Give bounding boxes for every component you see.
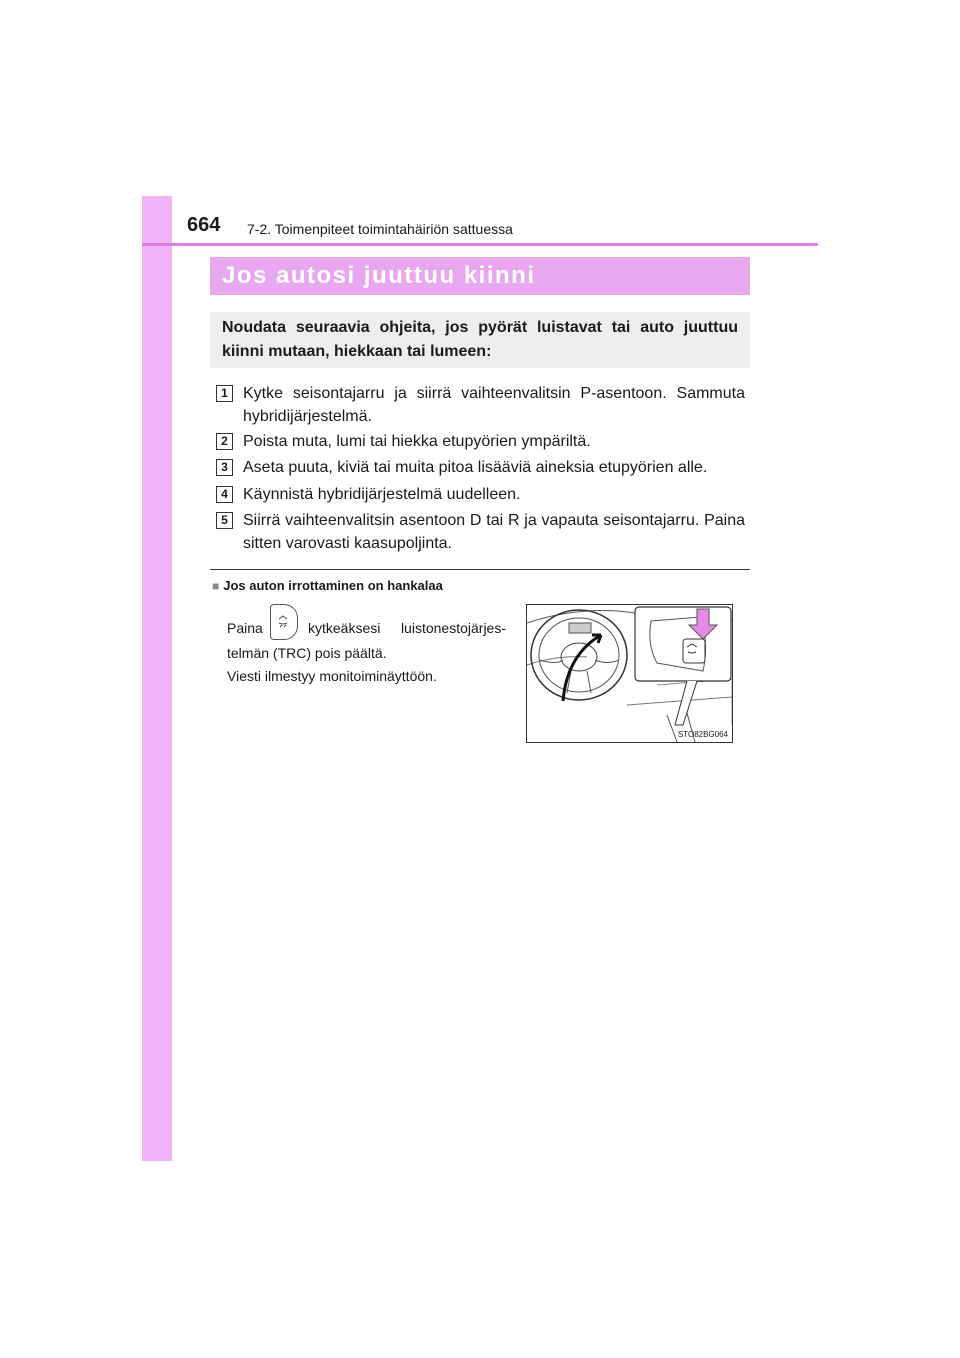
paina-label: Paina xyxy=(227,620,263,636)
chapter-title: 7-2. Toimenpiteet toimintahäiriön sattuessa xyxy=(247,221,513,237)
step-text: Käynnistä hybridijärjestelmä uudelleen. xyxy=(243,486,521,503)
square-bullet-icon: ■ xyxy=(212,579,220,593)
header-rule xyxy=(142,243,818,246)
dashboard-illustration xyxy=(526,604,733,743)
step-text: Kytke seisontajarru ja siirrä vaihteenvalitsin P-asentoon. Sammuta hybridijärjestelmä. xyxy=(243,385,745,425)
subsection-heading xyxy=(212,578,443,593)
side-band xyxy=(142,196,172,1161)
step-number: 5 xyxy=(216,512,233,529)
step-text: Siirrä vaihteenvalitsin asentoon D tai R ja vapauta seisontajarru. Paina sitten varovasti kaasupoljinta. xyxy=(243,512,745,552)
trc-off-switch-icon xyxy=(270,604,298,640)
illustration-code: STO82BG064 xyxy=(677,730,728,739)
step-number: 2 xyxy=(216,433,233,450)
intro-box: Noudata seuraavia ohjeita, jos pyörät luistavat tai auto juuttuu kiinni mutaan, hiekkaan tai lumeen: xyxy=(210,312,750,368)
steering-wheel-drawing xyxy=(527,605,732,742)
section-title-bar xyxy=(210,257,750,295)
section-divider xyxy=(210,569,750,570)
page-number: 664 xyxy=(187,214,221,236)
instruction-line-2: telmän (TRC) pois päältä. xyxy=(227,645,387,661)
step-number: 4 xyxy=(216,486,233,503)
subsection-heading-text: Jos auton irrottaminen on hankalaa xyxy=(223,578,443,593)
instruction-line-1: kytkeäksesi luistonestojärjes- xyxy=(308,620,506,636)
section-title: Jos autosi juuttuu kiinni xyxy=(222,262,536,289)
step-text: Aseta puuta, kiviä tai muita pitoa lisääviä aineksia etupyörien alle. xyxy=(243,459,708,476)
step-number: 3 xyxy=(216,459,233,476)
instruction-line-3: Viesti ilmestyy monitoiminäyttöön. xyxy=(227,668,437,684)
step-text: Poista muta, lumi tai hiekka etupyörien ympäriltä. xyxy=(243,433,591,450)
step-number: 1 xyxy=(216,385,233,402)
